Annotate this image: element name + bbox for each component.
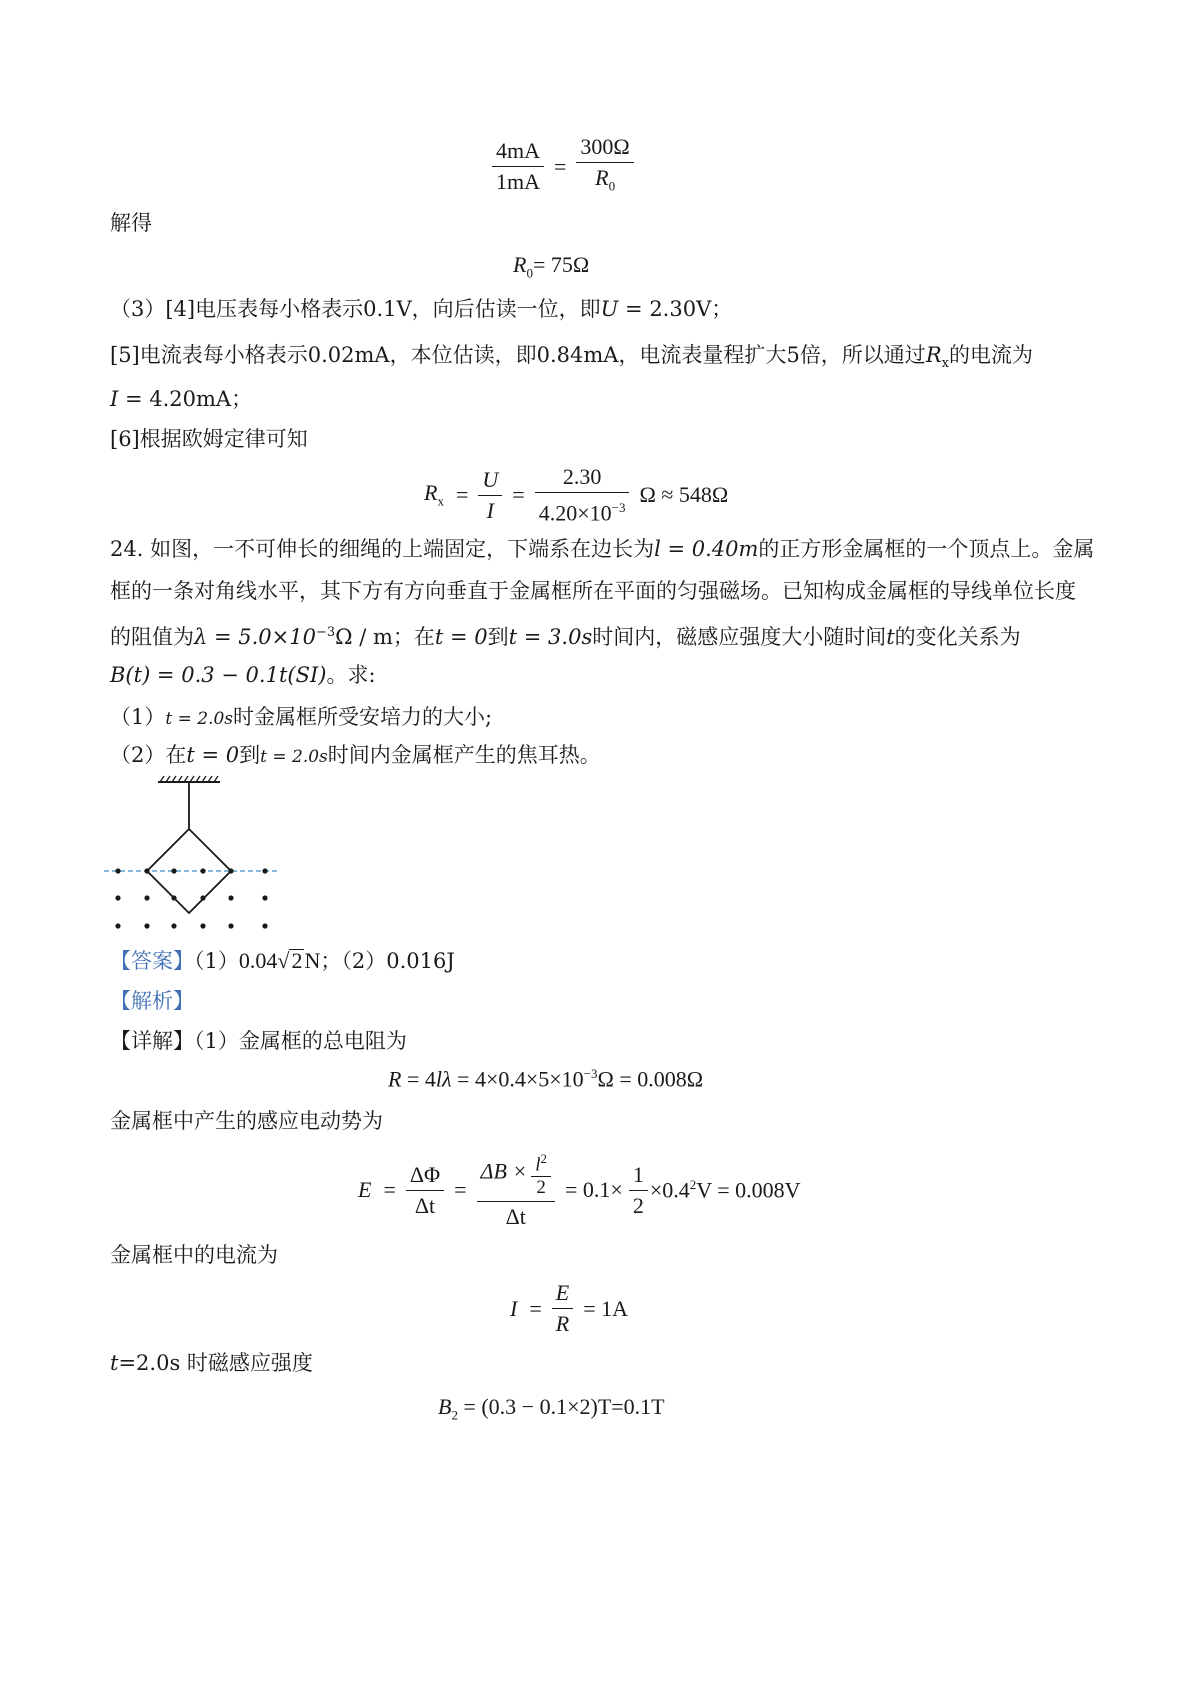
para-voltmeter: （3）[4]电压表每小格表示0.1V，向后估读一位，即U = 2.30V； [110, 297, 733, 321]
text-current: 金属框中的电流为 [110, 1243, 278, 1267]
fraction-u-over-i: $\frac{U}{I}$ [478, 465, 502, 526]
text-time: t=2.0s 时磁感应强度 [110, 1351, 313, 1375]
magnetic-field-dots [115, 868, 267, 928]
equation-r0: $R_0= 75\Omega$ [513, 252, 590, 281]
para-current-value: I = 4.20mA； [110, 387, 253, 411]
numerator: 300Ω [576, 132, 633, 163]
equation-rx: $R_x$ = $\frac{U}{I}$ = $\frac{2.30}{4.20\times 10^{-3}}$ Ω ≈ 548Ω [418, 462, 734, 528]
para-ammeter: [5]电流表每小格表示0.02mA，本位估读，即0.84mA，电流表量程扩大5倍，所以通过$R_x$的电流为 [110, 343, 1033, 372]
fraction-db-area: ΔB × $\frac{l^2}{2}$ Δt [477, 1148, 555, 1232]
equation-total-resistance: $R = 4l\lambda = 4\times 0.4\times 5\times 10^{-3}\Omega = 0.008\Omega$ [388, 1066, 704, 1092]
q24-line2: 框的一条对角线水平，其下方有方向垂直于金属框所在平面的匀强磁场。已知构成金属框的导线单位长度 [110, 579, 1076, 603]
equation-current: I = $\frac{E}{R}$ = 1A [504, 1278, 634, 1339]
denominator: $R_0$ [595, 165, 616, 194]
answer-line: 【答案】（1）0.04√2N；（2）0.016J [110, 948, 455, 973]
answer-tag: 【答案】 [110, 949, 194, 973]
q24-line4: B(t) = 0.3 − 0.1t(SI)。求: [110, 663, 376, 687]
fraction-e-over-r: $\frac{E}{R}$ [552, 1278, 573, 1339]
q24-sub2: （2）在t = 0到t = 2.0s时间内金属框产生的焦耳热。 [110, 743, 601, 767]
text-solve: 解得 [110, 211, 152, 235]
para-ohm-law: [6]根据欧姆定律可知 [110, 427, 308, 451]
fraction-current [492, 136, 544, 197]
fraction-value: $\frac{2.30}{4.20\times 10^{-3}}$ [535, 462, 630, 528]
numerator: 4mA [492, 136, 544, 167]
q24-line3: 的阻值为$\lambda = 5.0\times 10^{-3}\Omega / m$；在t = 0到t = 3.0s时间内，磁感应强度大小随时间t的变化关系为 [110, 625, 1021, 649]
q24-line1: 24. 如图，一不可伸长的细绳的上端固定，下端系在边长为l = 0.40m的正方形金属框的一个顶点上。金属 [110, 537, 1095, 561]
equation-b2: $B_2 = (0.3 - 0.1\times 2)T=0.1T$ [438, 1394, 665, 1423]
equation-emf: E = $\frac{\Delta\Phi}{\Delta t}$ = ΔB × $\frac{l^2}{2}$ Δt = 0.1× $\frac{1}{2}$ $\times 0.4^2V = 0.008V$ [352, 1148, 803, 1232]
fraction-half: $\frac{1}{2}$ [629, 1160, 648, 1221]
detail-tag: 【详解】 [110, 1029, 194, 1053]
detail-line: 【详解】（1）金属框的总电阻为 [110, 1029, 407, 1053]
text-emf: 金属框中产生的感应电动势为 [110, 1109, 383, 1133]
equation-ratio: $\frac{4mA}{1mA}$ = $\frac{300\Omega}{R_0}$ [488, 132, 638, 201]
denominator: 1mA [496, 169, 540, 195]
figure-square-frame [100, 770, 300, 940]
analysis-tag: 【解析】 [110, 989, 194, 1013]
q24-sub1: （1）t = 2.0s时金属框所受安培力的大小; [110, 705, 493, 729]
fraction-dphi-dt: $\frac{\Delta\Phi}{\Delta t}$ [406, 1160, 444, 1221]
fraction-resistance [576, 132, 633, 201]
